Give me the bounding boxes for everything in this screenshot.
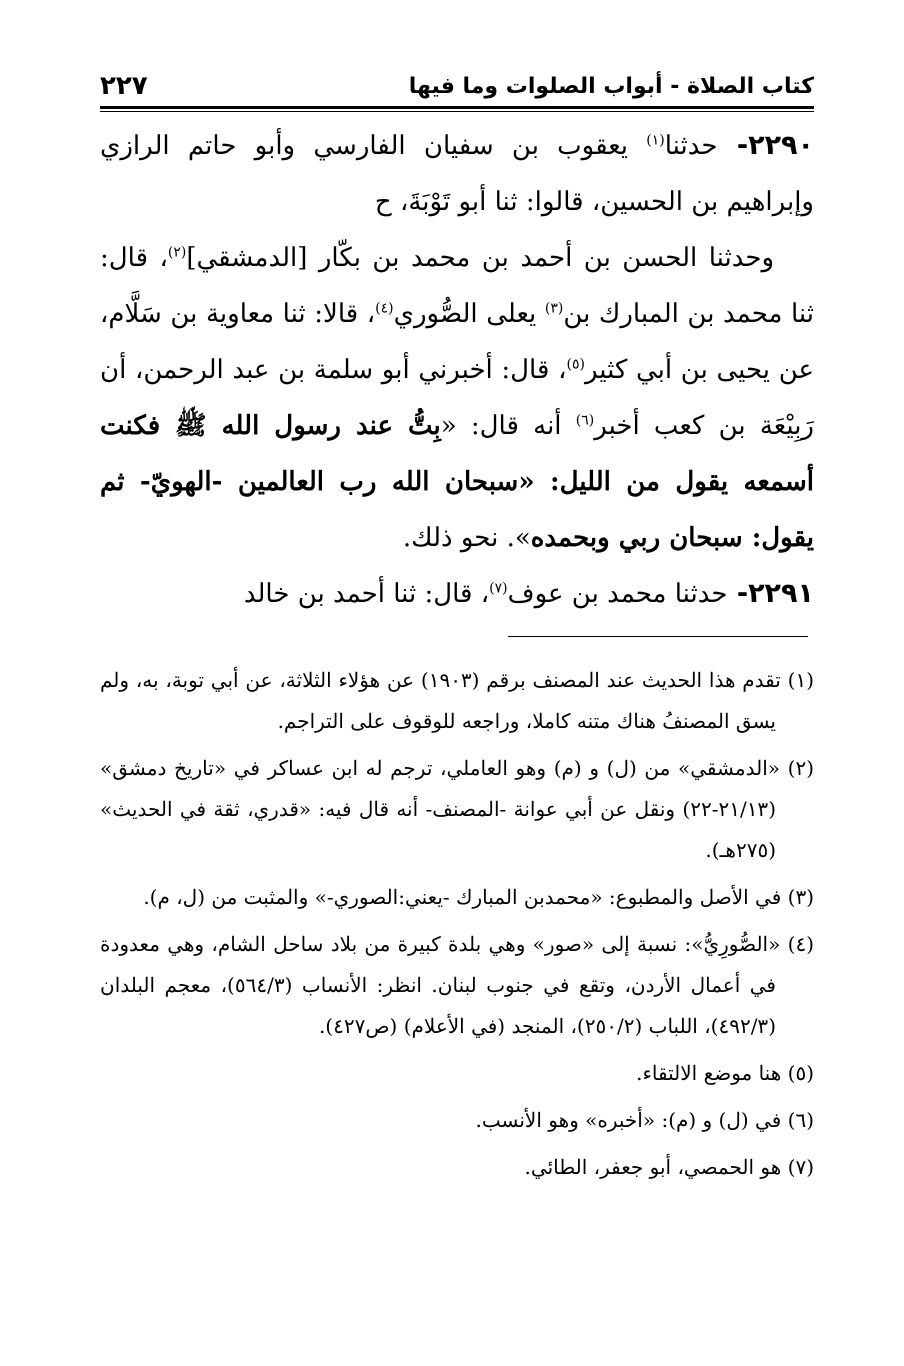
text-segment: حدثنا محمد بن عوف [507,579,728,609]
footnote-7: (٧) هو الحمصي، أبو جعفر، الطائي. [524,1155,814,1179]
text-segment: ، قال: أخبرني أبو سلمة بن عبد الرحمن، أن رَبِيْعَة بن كعب أخبر [100,355,814,441]
hadith-2291-isnad [100,566,814,622]
footnote-ref-4: (٤) [375,300,394,317]
main-text [100,118,814,622]
footnote-4: (٤) «الصُّورِيُّ»: نسبة إلى «صور» وهي بلدة كبيرة من بلاد ساحل الشام، وهي معدودة في أعمال الأردن، وتقع في جنوب لبنان. انظر: الأنساب (٥٦٤/٣)، معجم البلدان (٤٩٢/٣)، اللباب (٢٥٠/٢)، المنجد (في الأعلام) (ص٤٢٧). [100,932,814,1038]
footnotes [100,660,814,1194]
text-segment: أنه قال: « [440,411,576,441]
footnote-ref-3: (٣) [544,300,564,317]
header-rule-thick [100,106,814,109]
footnote-ref-2: (٢) [167,244,187,261]
footnote-separator [508,636,808,637]
footnote-2: (٢) «الدمشقي» من (ل) و (م) وهو العاملي، ترجم له ابن عساكر في «تاريخ دمشق» (٢١/١٣-٢٢) ونقل عن أبي عوانة -المصنف- أنه قال فيه: «قدري، ثقة في الحديث» (٢٧٥هـ). [100,756,814,862]
hadith-2290-isnad [100,118,814,230]
text-segment: يعقوب بن سفيان الفارسي وأبو حاتم الرازي وإبراهيم بن الحسين، قالوا: ثنا أبو تَوْبَةَ، ح [100,131,814,217]
footnote-5: (٥) هنا موضع الالتقاء. [636,1061,814,1085]
footnote-ref-6: (٦) [575,412,595,429]
running-header [100,68,814,104]
hadith-number-2290: ٢٢٩٠- [717,130,815,161]
text-segment: ». نحو ذلك. [402,523,531,553]
hadith-2290-second-chain [100,230,814,566]
text-segment: وحدثنا الحسن بن أحمد بن محمد بن بكّار [الدمشقي] [186,243,774,273]
hadith-matn: بِتُّ عند رسول الله ﷺ فكنت أسمعه يقول من الليل: «سبحان الله رب العالمين -الهويّ- ثم يقول: سبحان ربي وبحمده [100,411,814,553]
hadith-number-2291: ٢٢٩١- [727,578,814,609]
text-segment: ، قالا: ثنا معاوية بن سَلَّام، عن يحيى بن أبي كثير [100,299,814,385]
footnote-ref-7: (٧) [489,580,508,597]
text-segment: يعلى الصُّوري [393,299,545,329]
footnote-ref-5: (٥) [566,356,585,373]
chapter-title: كتاب الصلاة - أبواب الصلوات وما فيها [408,73,814,99]
page-number: ٢٢٧ [100,71,148,101]
footnote-ref-1: (١) [646,132,665,149]
header-rule-thin [100,111,814,112]
footnote-6: (٦) في (ل) و (م): «أخبره» وهو الأنسب. [475,1108,814,1132]
text-segment: حدثنا [664,131,718,161]
footnote-3: (٣) في الأصل والمطبوع: «محمدبن المبارك -يعني:الصوري-» والمثبت من (ل، م). [143,885,814,909]
footnote-1: (١) تقدم هذا الحديث عند المصنف برقم (١٩٠٣) عن هؤلاء الثلاثة، عن أبي توبة، به، ولم يسق المصنفُ هناك متنه كاملا، وراجعه للوقوف على التراجم. [100,668,814,733]
text-segment: ، قال: ثنا محمد بن المبارك بن [100,243,814,329]
text-segment: ، قال: ثنا أحمد بن خالد [243,579,490,609]
